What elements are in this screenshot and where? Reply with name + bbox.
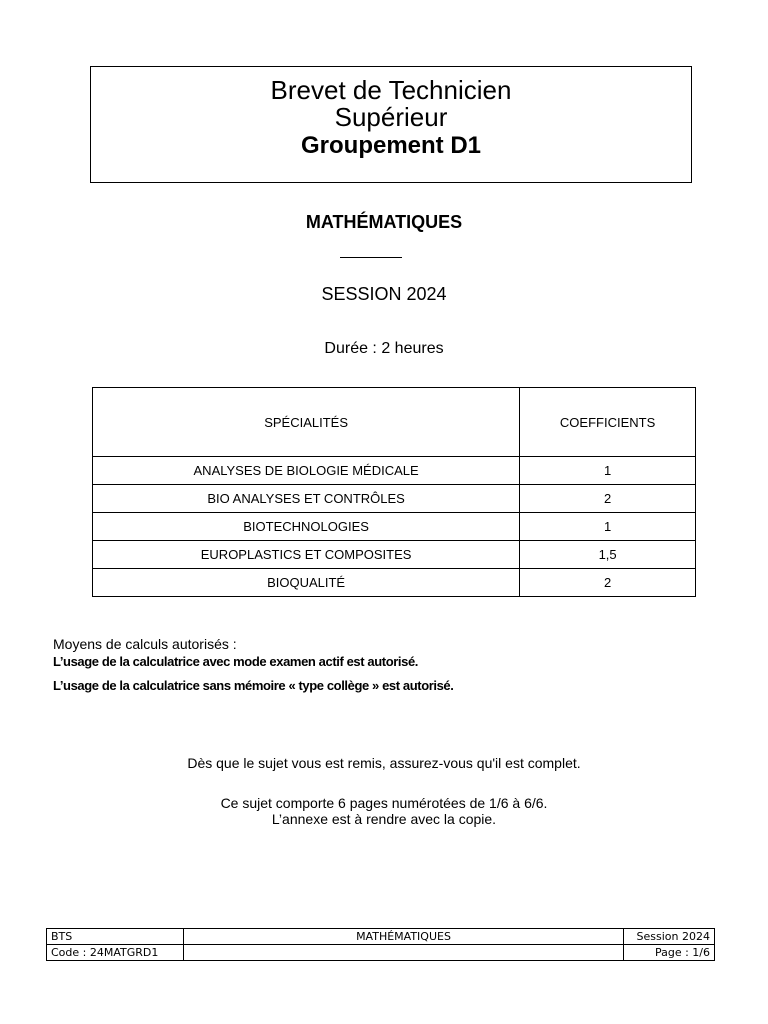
specialty-cell: BIOTECHNOLOGIES <box>93 513 520 541</box>
notice-complete: Dès que le sujet vous est remis, assurez-vous qu'il est complet. <box>187 755 581 771</box>
table-row <box>93 485 696 513</box>
duration-label: Durée : 2 heures <box>324 340 444 357</box>
coefficient-cell: 1 <box>520 457 696 485</box>
footer-bts: BTS <box>47 929 184 945</box>
title-box <box>90 66 692 183</box>
title-line-3: Groupement D1 <box>300 132 482 159</box>
specialty-cell: BIO ANALYSES ET CONTRÔLES <box>93 485 520 513</box>
specialty-cell: BIOQUALITÉ <box>93 569 520 597</box>
coefficient-cell: 1 <box>520 513 696 541</box>
footer-code: Code : 24MATGRD1 <box>47 945 184 961</box>
subject-title: MATHÉMATIQUES <box>305 212 463 232</box>
footer-row <box>47 945 715 961</box>
coefficients-table <box>92 387 696 597</box>
means-rule-exam-mode: L’usage de la calculatrice avec mode examen actif est autorisé. <box>53 654 418 669</box>
calculation-means <box>53 635 453 695</box>
notice-annex: L’annexe est à rendre avec la copie. <box>271 811 497 827</box>
title-line-2: Supérieur <box>334 102 448 132</box>
table-row <box>93 541 696 569</box>
table-header-row <box>93 388 696 457</box>
specialty-cell: EUROPLASTICS ET COMPOSITES <box>93 541 520 569</box>
session-label: SESSION 2024 <box>321 284 447 304</box>
table-row <box>93 457 696 485</box>
page-footer <box>46 928 715 961</box>
header-coefficients: COEFFICIENTS <box>520 388 696 457</box>
means-label: Moyens de calculs autorisés : <box>53 636 237 652</box>
coefficient-cell: 1,5 <box>520 541 696 569</box>
coefficient-cell: 2 <box>520 485 696 513</box>
specialty-cell: ANALYSES DE BIOLOGIE MÉDICALE <box>93 457 520 485</box>
footer-session: Session 2024 <box>624 929 715 945</box>
table-row <box>93 513 696 541</box>
footer-empty <box>184 945 624 961</box>
notice-pages: Ce sujet comporte 6 pages numérotées de 1/6 à 6/6. <box>220 795 548 811</box>
footer-page: Page : 1/6 <box>624 945 715 961</box>
footer-row <box>47 929 715 945</box>
coefficient-cell: 2 <box>520 569 696 597</box>
header-specialites: SPÉCIALITÉS <box>93 388 520 457</box>
table-row <box>93 569 696 597</box>
means-rule-college: L’usage de la calculatrice sans mémoire « type collège » est autorisé. <box>53 678 454 693</box>
title-line-1: Brevet de Technicien <box>270 75 512 105</box>
footer-subject: MATHÉMATIQUES <box>184 929 624 945</box>
divider <box>340 257 402 258</box>
